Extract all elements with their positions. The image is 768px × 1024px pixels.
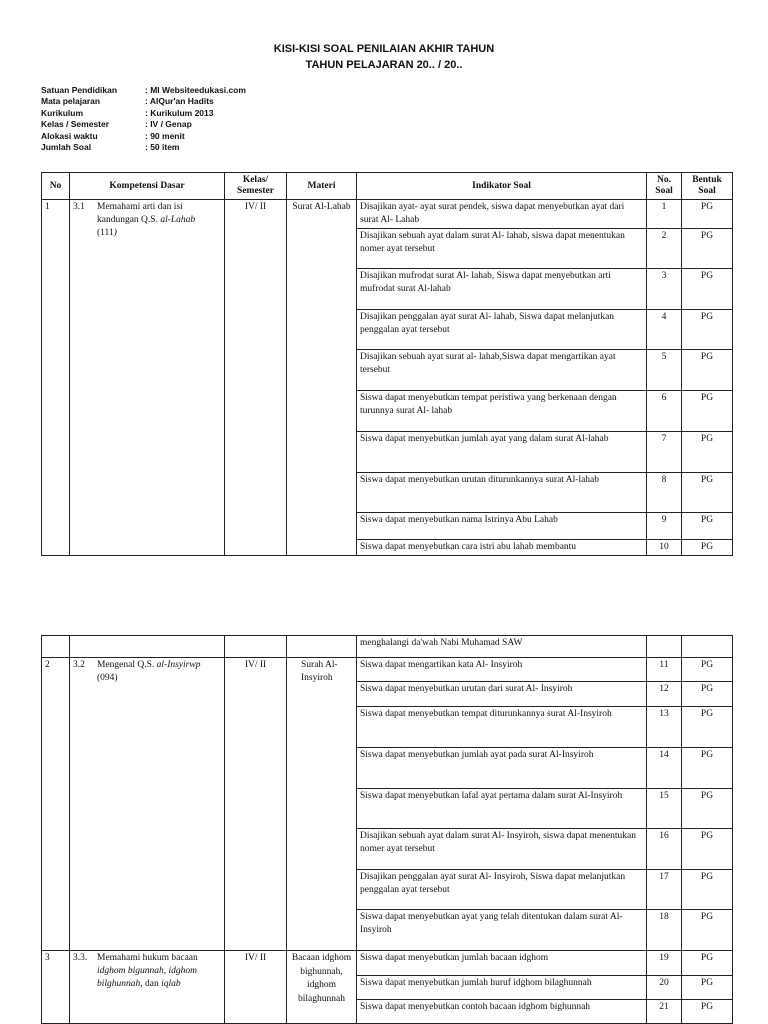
cell-nosoal: 16 [647, 829, 682, 870]
cell-nosoal: 19 [647, 951, 682, 976]
cell-bentuk: PG [682, 951, 733, 976]
cell-bentuk: PG [682, 658, 733, 682]
cell-materi: Bacaan idghom bighunnah, idghom bilaghunnah [287, 951, 357, 1024]
cell-kelas: IV/ II [225, 200, 287, 556]
info-label: Alokasi waktu [41, 130, 98, 141]
info-label: Satuan Pendidikan [41, 85, 118, 95]
document-subtitle: TAHUN PELAJARAN 20.. / 20.. [305, 59, 463, 71]
cell-indikator: Siswa dapat menyebutkan lafal ayat pertama dalam surat Al-Insyiroh [357, 789, 647, 829]
info-value: : Kurikulum 2013 [145, 107, 214, 118]
cell-indikator: Siswa dapat menyebutkan urutan diturunkannya surat Al-lahab [357, 473, 647, 513]
cell-indikator: Siswa dapat menyebutkan jumlah bacaan idghom [357, 951, 647, 976]
cell-indikator: Siswa dapat menyebutkan contoh bacaan idghom bighunnah [357, 1000, 647, 1024]
cell-indikator: Disajikan sebuah ayat dalam surat Al- Insyiroh, siswa dapat menentukan nomer ayat tersebut [357, 829, 647, 870]
kd-text-wrap [97, 201, 221, 240]
cell-no: 3 [42, 951, 70, 1024]
cell-bentuk: PG [682, 513, 733, 540]
cell-nosoal: 18 [647, 910, 682, 951]
col-header-indikator: Indikator Soal [357, 173, 647, 200]
cell-nosoal: 9 [647, 513, 682, 540]
kd-text-wrap [97, 952, 221, 991]
grid-table-page2 [41, 635, 733, 1024]
col-header-materi: Materi [287, 173, 357, 200]
cell-materi: Surat Al-Lahab [287, 200, 357, 556]
cell-nosoal: 20 [647, 976, 682, 1000]
cell-bentuk: PG [682, 540, 733, 556]
cell-materi [287, 636, 357, 658]
kd-number: 3.2 [73, 660, 85, 670]
info-value: : 90 menit [145, 130, 185, 141]
cell-nosoal: 10 [647, 540, 682, 556]
cell-indikator: Disajikan ayat- ayat surat pendek, siswa dapat menyebutkan ayat dari surat Al- Lahab [357, 200, 647, 229]
col-header-kd: Kompetensi Dasar [70, 173, 225, 200]
col-header-bentuk [682, 173, 733, 200]
kd-number: 3.3. [73, 953, 88, 963]
col-header-kelas [225, 173, 287, 200]
cell-bentuk: PG [682, 391, 733, 432]
cell-nosoal: 21 [647, 1000, 682, 1024]
cell-bentuk: PG [682, 976, 733, 1000]
cell-nosoal: 13 [647, 707, 682, 748]
cell-kd [70, 200, 225, 556]
table-row [42, 658, 733, 682]
cell-no [42, 636, 70, 658]
cell-nosoal: 6 [647, 391, 682, 432]
cell-indikator: Siswa dapat menyebutkan ayat yang telah ditentukan dalam surat Al- Insyiroh [357, 910, 647, 951]
cell-nosoal: 14 [647, 748, 682, 789]
cell-nosoal: 3 [647, 269, 682, 310]
cell-bentuk: PG [682, 229, 733, 269]
kd-topic-2: iqlab [161, 979, 181, 989]
kd-number: 3.1 [73, 202, 85, 212]
info-label: Mata pelajaran [41, 96, 101, 107]
info-row [41, 108, 246, 119]
cell-bentuk: PG [682, 200, 733, 229]
cell-kd [70, 636, 225, 658]
cell-indikator: Disajikan penggalan ayat surat Al- lahab, Siswa dapat melanjutkan penggalan ayat tersebut [357, 310, 647, 350]
kd-code-end: ) [113, 228, 117, 238]
table-row [42, 951, 733, 976]
col-header-bentuk-line1: Bentuk [692, 175, 722, 185]
cell-nosoal: 7 [647, 432, 682, 473]
kd-code: (094) [97, 673, 118, 683]
cell-nosoal: 17 [647, 870, 682, 910]
info-row [41, 119, 246, 130]
cell-indikator: Disajikan sebuah ayat dalam surat Al- lahab, siswa dapat menentukan nomer ayat tersebut [357, 229, 647, 269]
kd-surah: al-Lahab [160, 215, 196, 225]
cell-indikator: Siswa dapat menyebutkan jumlah huruf idghom bilaghunnah [357, 976, 647, 1000]
cell-indikator: Siswa dapat menyebutkan tempat diturunkannya surat Al-Insyiroh [357, 707, 647, 748]
cell-nosoal: 5 [647, 350, 682, 391]
info-value: : 50 item [145, 142, 180, 153]
cell-indikator: Disajikan mufrodat surat Al- lahab, Siswa dapat menyebutkan arti mufrodat surat Al-lahab [357, 269, 647, 310]
info-row [41, 131, 246, 142]
col-header-nosoal [647, 173, 682, 200]
cell-bentuk: PG [682, 269, 733, 310]
table-row [42, 200, 733, 229]
cell-bentuk: PG [682, 350, 733, 391]
kd-text: Memahami arti dan isi kandungan Q.S. [97, 202, 183, 225]
col-header-nosoal-line1: No. [657, 175, 671, 185]
cell-nosoal: 15 [647, 789, 682, 829]
info-label: Kurikulum [41, 107, 84, 118]
kd-text: Mengenal Q.S. [97, 660, 155, 670]
cell-nosoal: 12 [647, 682, 682, 707]
cell-materi: Surah Al-Insyiroh [287, 658, 357, 951]
cell-nosoal: 1 [647, 200, 682, 229]
info-row [41, 85, 246, 96]
cell-bentuk [682, 636, 733, 658]
col-header-kelas-line1: Kelas/ [242, 175, 269, 185]
info-label: Kelas / Semester [41, 119, 110, 130]
table-row [42, 636, 733, 658]
col-header-kelas-line2: Semester [237, 186, 274, 196]
cell-kd [70, 658, 225, 951]
cell-indikator: Siswa dapat menyebutkan cara istri abu lahab membantu [357, 540, 647, 556]
cell-nosoal: 11 [647, 658, 682, 682]
cell-bentuk: PG [682, 789, 733, 829]
info-row [41, 142, 246, 153]
cell-nosoal [647, 636, 682, 658]
cell-no: 2 [42, 658, 70, 951]
cell-indikator: Siswa dapat menyebutkan tempat peristiwa yang berkenaan dengan turunnya surat Al- lahab [357, 391, 647, 432]
cell-indikator: Siswa dapat menyebutkan jumlah ayat pada surat Al-Insyiroh [357, 748, 647, 789]
info-block [41, 85, 246, 153]
cell-kelas: IV/ II [225, 951, 287, 1024]
cell-indikator: Siswa dapat menyebutkan jumlah ayat yang dalam surat Al-lahab [357, 432, 647, 473]
cell-bentuk: PG [682, 1000, 733, 1024]
kd-mid: dan [145, 979, 159, 989]
col-header-no: No [42, 173, 70, 200]
table-header-row [42, 173, 733, 200]
cell-indikator: Siswa dapat menyebutkan nama Istrinya Abu Lahab [357, 513, 647, 540]
cell-nosoal: 8 [647, 473, 682, 513]
info-value: : IV / Genap [145, 119, 192, 130]
cell-nosoal: 2 [647, 229, 682, 269]
info-value: : AlQur'an Hadits [145, 96, 214, 107]
cell-bentuk: PG [682, 473, 733, 513]
cell-nosoal: 4 [647, 310, 682, 350]
kd-surah: al-Insyirwp [156, 660, 201, 670]
cell-bentuk: PG [682, 707, 733, 748]
info-label: Jumlah Soal [41, 142, 92, 153]
cell-indikator-continuation: menghalangi da'wah Nabi Muhamad SAW [357, 636, 647, 658]
info-value: : MI Websiteedukasi.com [145, 85, 246, 95]
document-title: KISI-KISI SOAL PENILAIAN AKHIR TAHUN [273, 43, 495, 55]
kd-topic: idghom bigunnah, idghom bilghunnah, [97, 966, 198, 989]
cell-kelas: IV/ II [225, 658, 287, 951]
info-row [41, 96, 246, 107]
kd-text-wrap [97, 659, 221, 685]
col-header-nosoal-line2: Soal [655, 186, 673, 196]
cell-indikator: Disajikan sebuah ayat surat al- lahab,Siswa dapat mengartikan ayat tersebut [357, 350, 647, 391]
cell-bentuk: PG [682, 432, 733, 473]
kd-code: (111 [97, 228, 114, 238]
kd-text: Memahami hukum bacaan [97, 953, 198, 963]
cell-kelas [225, 636, 287, 658]
cell-bentuk: PG [682, 310, 733, 350]
cell-indikator: Siswa dapat mengartikan kata Al- Insyiroh [357, 658, 647, 682]
cell-no: 1 [42, 200, 70, 556]
cell-bentuk: PG [682, 748, 733, 789]
cell-bentuk: PG [682, 682, 733, 707]
cell-kd [70, 951, 225, 1024]
col-header-bentuk-line2: Soal [698, 186, 716, 196]
grid-table-page1 [41, 172, 733, 556]
cell-bentuk: PG [682, 910, 733, 951]
cell-bentuk: PG [682, 870, 733, 910]
cell-indikator: Disajikan penggalan ayat surat Al- Insyiroh, Siswa dapat melanjutkan penggalan ayat tersebut [357, 870, 647, 910]
cell-bentuk: PG [682, 829, 733, 870]
cell-indikator: Siswa dapat menyebutkan urutan dari surat Al- Insyiroh [357, 682, 647, 707]
